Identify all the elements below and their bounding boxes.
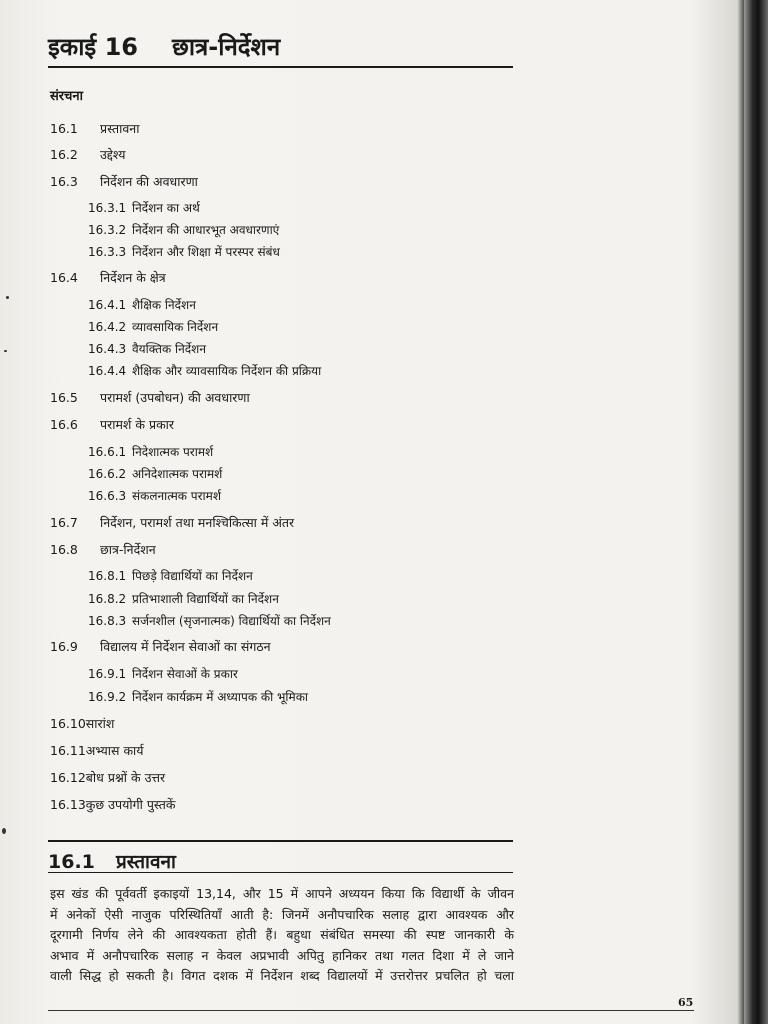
scan-speck [6,296,9,299]
toc-item: 16.10सारांश [50,716,115,731]
toc-subitem: 16.6.1 निदेशात्मक परामर्श [88,445,214,459]
paragraph-line: में अनेकों ऐसी नाजुक परिस्थितियाँ आती है: जिनमें अनौपचारिक सलाह द्वारा आवश्यक और [50,906,514,922]
toc-item: 16.2 उद्देश्य [50,147,126,162]
toc-subitem: 16.8.3 सर्जनशील (सृजनात्मक) विद्यार्थियों का निर्देशन [88,614,331,628]
footer-rule [48,1010,694,1011]
toc-item: 16.5 परामर्श (उपबोधन) की अवधारणा [50,390,250,405]
book-binding-edge [744,0,768,1024]
structure-label: संरचना [50,89,83,104]
toc-subitem: 16.4.3 वैयक्तिक निर्देशन [88,342,207,356]
toc-item: 16.12बोध प्रश्नों के उत्तर [50,770,166,785]
section-top-rule [48,840,513,842]
toc-item: 16.7 निर्देशन, परामर्श तथा मनश्चिकित्सा में अंतर [50,515,295,530]
intro-paragraph [50,884,514,987]
scan-speck [2,828,6,834]
paragraph-line: दूरगामी निर्णय लेने की आवश्यकता होती हैं। बहुधा संबंधित समस्या की स्पष्ट जानकारी के [50,927,514,942]
unit-number: इकाई 16 [48,33,138,61]
toc-subitem: 16.4.4 शैक्षिक और व्यावसायिक निर्देशन की प्रक्रिया [88,364,322,378]
toc-subitem: 16.4.1 शैक्षिक निर्देशन [88,298,196,312]
toc-item: 16.4 निर्देशन के क्षेत्र [50,270,166,285]
paragraph-line: वाली सिद्ध हो सकती है। विगत दशक में निर्देशन शब्द विद्यालयों में उत्तरोत्तर प्रचलित हो चला [50,968,514,983]
toc-subitem: 16.8.1 पिछड़े विद्यार्थियों का निर्देशन [88,569,253,583]
toc-subitem: 16.9.2 निर्देशन कार्यक्रम में अध्यापक की भूमिका [88,690,309,704]
toc-item: 16.13कुछ उपयोगी पुस्तकें [50,797,176,812]
toc-item: 16.6 परामर्श के प्रकार [50,417,175,432]
toc-item: 16.3 निर्देशन की अवधारणा [50,174,198,189]
page-number: 65 [678,996,694,1009]
toc-subitem: 16.3.2 निर्देशन की आधारभूत अवधारणाएं [88,223,280,237]
unit-title: छात्र-निर्देशन [172,33,281,61]
heading-rule [48,66,513,68]
toc-subitem: 16.3.3 निर्देशन और शिक्षा में परस्पर संबंध [88,245,280,259]
toc-subitem: 16.6.2 अनिदेशात्मक परामर्श [88,467,223,481]
section-bottom-rule [48,872,513,873]
unit-heading [48,30,280,63]
toc-item: 16.1 प्रस्तावना [50,121,140,136]
paragraph-line: अभाव में अनौपचारिक सलाह न केवल अप्रभावी अपितु हानिकर तथा गलत दिशा में ले जाने [50,947,514,963]
toc-item: 16.8 छात्र-निर्देशन [50,542,156,557]
toc-subitem: 16.9.1 निर्देशन सेवाओं के प्रकार [88,667,238,681]
paragraph-line: इस खंड की पूर्ववर्ती इकाइयों 13,14, और 15 में आपने अध्ययन किया कि विद्यार्थी के जीवन [50,886,514,901]
section-number: 16.1 [48,851,95,873]
toc-subitem: 16.4.2 व्यावसायिक निर्देशन [88,320,219,334]
toc-subitem: 16.6.3 संकलनात्मक परामर्श [88,489,221,503]
toc-subitem: 16.3.1 निर्देशन का अर्थ [88,201,200,215]
toc-subitem: 16.8.2 प्रतिभाशाली विद्यार्थियों का निर्देशन [88,592,279,606]
section-title: प्रस्तावना [116,851,176,873]
toc-item: 16.11अभ्यास कार्य [50,743,144,758]
scan-speck [4,350,7,352]
section-heading [48,848,176,874]
toc-item: 16.9 विद्यालय में निर्देशन सेवाओं का संगठन [50,639,271,654]
